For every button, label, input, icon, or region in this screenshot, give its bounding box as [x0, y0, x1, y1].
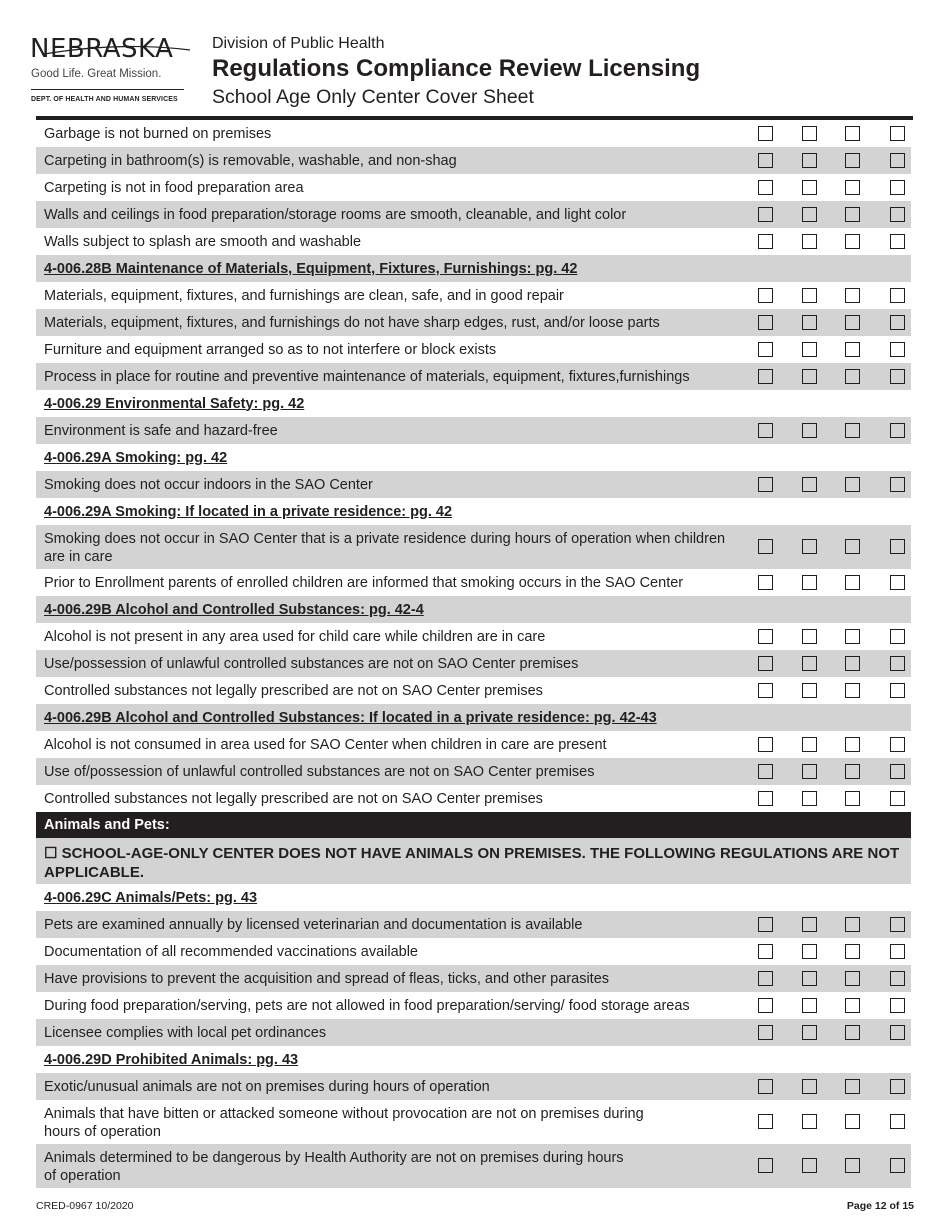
compliance-checkbox-4[interactable] — [890, 342, 905, 357]
compliance-checkbox-3[interactable] — [845, 1025, 860, 1040]
requirement-text: Garbage is not burned on premises — [44, 125, 272, 142]
requirement-text: Pets are examined annually by licensed veterinarian and documentation is available — [44, 916, 583, 933]
compliance-checkbox-1[interactable] — [758, 234, 773, 249]
requirement-text: Carpeting in bathroom(s) is removable, washable, and non-shag — [44, 152, 457, 169]
checklist-row — [36, 1019, 911, 1046]
section-heading: 4-006.29B Alcohol and Controlled Substances: If located in a private residence: pg. 42-43 — [44, 709, 657, 726]
requirement-text: Smoking does not occur in SAO Center that is a private residence during hours of operation when children are in care — [44, 530, 726, 565]
checklist-row — [36, 785, 911, 812]
section-heading-row — [36, 255, 911, 282]
category-heading: Animals and Pets: — [44, 817, 170, 833]
compliance-checkbox-3[interactable] — [845, 207, 860, 222]
section-heading-row — [36, 704, 911, 731]
section-heading: 4-006.28B Maintenance of Materials, Equipment, Fixtures, Furnishings: pg. 42 — [44, 260, 578, 277]
compliance-checkbox-2[interactable] — [802, 207, 817, 222]
compliance-checkbox-3[interactable] — [845, 539, 860, 554]
compliance-checkbox-2[interactable] — [802, 369, 817, 384]
section-heading: 4-006.29B Alcohol and Controlled Substances: pg. 42-4 — [44, 601, 424, 618]
compliance-checkbox-3[interactable] — [845, 998, 860, 1013]
compliance-checkbox-1[interactable] — [758, 315, 773, 330]
compliance-checkbox-group — [741, 471, 911, 498]
requirement-text: Alcohol is not consumed in area used for SAO Center when children in care are present — [44, 736, 607, 753]
checklist-row — [36, 417, 911, 444]
compliance-checkbox-1[interactable] — [758, 153, 773, 168]
requirement-text: Have provisions to prevent the acquisition and spread of fleas, ticks, and other parasites — [44, 970, 610, 987]
requirement-text: Alcohol is not present in any area used for child care while children are in care — [44, 628, 546, 645]
compliance-checkbox-2[interactable] — [802, 791, 817, 806]
logo-swoosh-icon — [42, 32, 192, 64]
compliance-checkbox-3[interactable] — [845, 288, 860, 303]
checklist-row — [36, 525, 911, 569]
division-name: Division of Public Health — [212, 35, 385, 52]
checklist-row — [36, 938, 911, 965]
section-heading: 4-006.29A Smoking: If located in a private residence: pg. 42 — [44, 503, 453, 520]
compliance-checkbox-group — [741, 758, 911, 785]
requirement-text: Materials, equipment, fixtures, and furnishings do not have sharp edges, rust, and/or loose parts — [44, 314, 660, 331]
compliance-checkbox-1[interactable] — [758, 944, 773, 959]
compliance-checkbox-1[interactable] — [758, 477, 773, 492]
compliance-checkbox-4[interactable] — [890, 477, 905, 492]
checklist-row — [36, 992, 911, 1019]
checklist-row — [36, 282, 911, 309]
compliance-checkbox-group — [741, 569, 911, 596]
not-applicable-notice-row — [36, 838, 911, 884]
compliance-checkbox-2[interactable] — [802, 180, 817, 195]
compliance-checkbox-3[interactable] — [845, 1079, 860, 1094]
compliance-checkbox-3[interactable] — [845, 234, 860, 249]
compliance-checkbox-3[interactable] — [845, 1158, 860, 1173]
page-number: Page 12 of 15 — [846, 1200, 914, 1212]
compliance-checkbox-3[interactable] — [845, 737, 860, 752]
compliance-checkbox-4[interactable] — [890, 1025, 905, 1040]
compliance-checkbox-4[interactable] — [890, 1114, 905, 1129]
compliance-checkbox-4[interactable] — [890, 1079, 905, 1094]
checklist-row — [36, 147, 911, 174]
compliance-checkbox-group — [741, 336, 911, 363]
checklist-row — [36, 471, 911, 498]
compliance-checkbox-group — [741, 228, 911, 255]
compliance-checkbox-3[interactable] — [845, 683, 860, 698]
compliance-checkbox-group — [741, 623, 911, 650]
compliance-checkbox-3[interactable] — [845, 917, 860, 932]
compliance-checkbox-1[interactable] — [758, 207, 773, 222]
compliance-checkbox-4[interactable] — [890, 539, 905, 554]
requirement-text: During food preparation/serving, pets are not allowed in food preparation/serving/ food storage areas — [44, 997, 690, 1014]
compliance-checkbox-1[interactable] — [758, 288, 773, 303]
checklist-row — [36, 1073, 911, 1100]
compliance-checkbox-1[interactable] — [758, 1114, 773, 1129]
section-heading: 4-006.29 Environmental Safety: pg. 42 — [44, 395, 305, 412]
compliance-checkbox-2[interactable] — [802, 737, 817, 752]
requirement-text: Documentation of all recommended vaccinations available — [44, 943, 418, 960]
section-heading-row — [36, 444, 911, 471]
compliance-checkbox-2[interactable] — [802, 288, 817, 303]
section-heading-row — [36, 498, 911, 525]
checklist-row — [36, 1144, 911, 1188]
requirement-text: Animals determined to be dangerous by Health Authority are not on premises during hours of operation — [44, 1149, 624, 1184]
compliance-checkbox-1[interactable] — [758, 629, 773, 644]
checklist-row — [36, 965, 911, 992]
compliance-checkbox-4[interactable] — [890, 791, 905, 806]
compliance-checkbox-group — [741, 309, 911, 336]
checklist-row — [36, 731, 911, 758]
compliance-checkbox-4[interactable] — [890, 764, 905, 779]
compliance-checkbox-2[interactable] — [802, 1158, 817, 1173]
compliance-checkbox-4[interactable] — [890, 423, 905, 438]
compliance-checkbox-2[interactable] — [802, 764, 817, 779]
compliance-checkbox-4[interactable] — [890, 656, 905, 671]
compliance-checkbox-1[interactable] — [758, 656, 773, 671]
section-heading-row — [36, 884, 911, 911]
compliance-checkbox-2[interactable] — [802, 1114, 817, 1129]
compliance-checkbox-group — [741, 677, 911, 704]
compliance-checkbox-3[interactable] — [845, 575, 860, 590]
compliance-checkbox-3[interactable] — [845, 656, 860, 671]
compliance-checkbox-group — [741, 731, 911, 758]
logo-tagline: Good Life. Great Mission. — [31, 68, 162, 80]
checklist-row — [36, 228, 911, 255]
requirement-text: Furniture and equipment arranged so as to not interfere or block exists — [44, 341, 497, 358]
requirement-text: Use of/possession of unlawful controlled substances are not on SAO Center premises — [44, 763, 595, 780]
compliance-checkbox-4[interactable] — [890, 683, 905, 698]
compliance-checkbox-3[interactable] — [845, 126, 860, 141]
compliance-checkbox-group — [741, 938, 911, 965]
section-heading-row — [36, 596, 911, 623]
requirement-text: Smoking does not occur indoors in the SAO Center — [44, 476, 373, 493]
compliance-checkbox-4[interactable] — [890, 737, 905, 752]
checklist-row — [36, 363, 911, 390]
compliance-checkbox-4[interactable] — [890, 1158, 905, 1173]
compliance-checkbox-2[interactable] — [802, 315, 817, 330]
compliance-checkbox-4[interactable] — [890, 153, 905, 168]
compliance-checkbox-2[interactable] — [802, 917, 817, 932]
compliance-checkbox-1[interactable] — [758, 1158, 773, 1173]
compliance-checkbox-3[interactable] — [845, 764, 860, 779]
compliance-checkbox-group — [741, 417, 911, 444]
compliance-checkbox-group — [741, 992, 911, 1019]
nebraska-dhhs-logo — [30, 30, 190, 110]
checklist-row — [36, 623, 911, 650]
compliance-checkbox-2[interactable] — [802, 539, 817, 554]
compliance-checkbox-1[interactable] — [758, 180, 773, 195]
logo-department: DEPT. OF HEALTH AND HUMAN SERVICES — [31, 96, 178, 103]
compliance-checkbox-3[interactable] — [845, 315, 860, 330]
compliance-checkbox-group — [741, 363, 911, 390]
compliance-checkbox-3[interactable] — [845, 944, 860, 959]
requirement-text: Controlled substances not legally prescribed are not on SAO Center premises — [44, 790, 543, 807]
compliance-checkbox-4[interactable] — [890, 629, 905, 644]
compliance-checkbox-group — [741, 147, 911, 174]
compliance-checkbox-2[interactable] — [802, 234, 817, 249]
page-header — [30, 30, 914, 116]
not-applicable-notice: ☐ SCHOOL-AGE-ONLY CENTER DOES NOT HAVE ANIMALS ON PREMISES. THE FOLLOWING REGULATIONS ARE NOT APPLICABLE. — [44, 845, 900, 881]
compliance-checkbox-1[interactable] — [758, 1025, 773, 1040]
compliance-checkbox-4[interactable] — [890, 234, 905, 249]
compliance-checklist-table — [36, 120, 911, 1188]
compliance-checkbox-1[interactable] — [758, 683, 773, 698]
compliance-checkbox-4[interactable] — [890, 971, 905, 986]
compliance-checkbox-3[interactable] — [845, 971, 860, 986]
section-heading: 4-006.29D Prohibited Animals: pg. 43 — [44, 1051, 299, 1068]
requirement-text: Use/possession of unlawful controlled substances are not on SAO Center premises — [44, 655, 579, 672]
compliance-checkbox-4[interactable] — [890, 288, 905, 303]
compliance-checkbox-group — [741, 965, 911, 992]
requirement-text: Animals that have bitten or attacked someone without provocation are not on premises during hours of operation — [44, 1105, 644, 1140]
compliance-checkbox-4[interactable] — [890, 575, 905, 590]
requirement-text: Walls subject to splash are smooth and washable — [44, 233, 362, 250]
compliance-checkbox-1[interactable] — [758, 423, 773, 438]
compliance-checkbox-3[interactable] — [845, 342, 860, 357]
requirement-text: Process in place for routine and preventive maintenance of materials, equipment, fixtures,furnishings — [44, 368, 690, 385]
compliance-checkbox-group — [741, 525, 911, 569]
compliance-checkbox-4[interactable] — [890, 998, 905, 1013]
requirement-text: Environment is safe and hazard-free — [44, 422, 278, 439]
compliance-checkbox-2[interactable] — [802, 423, 817, 438]
compliance-checkbox-4[interactable] — [890, 207, 905, 222]
compliance-checkbox-4[interactable] — [890, 126, 905, 141]
logo-divider — [31, 89, 184, 90]
logo-name: NEBRASKA — [30, 34, 174, 64]
compliance-checkbox-1[interactable] — [758, 971, 773, 986]
compliance-checkbox-group — [741, 1019, 911, 1046]
checklist-row — [36, 758, 911, 785]
compliance-checkbox-4[interactable] — [890, 917, 905, 932]
compliance-checkbox-2[interactable] — [802, 656, 817, 671]
compliance-checkbox-1[interactable] — [758, 791, 773, 806]
compliance-checkbox-3[interactable] — [845, 369, 860, 384]
compliance-checkbox-2[interactable] — [802, 971, 817, 986]
compliance-checkbox-1[interactable] — [758, 575, 773, 590]
compliance-checkbox-group — [741, 650, 911, 677]
requirement-text: Exotic/unusual animals are not on premises during hours of operation — [44, 1078, 490, 1095]
section-heading: 4-006.29A Smoking: pg. 42 — [44, 449, 228, 466]
compliance-checkbox-1[interactable] — [758, 126, 773, 141]
compliance-checkbox-2[interactable] — [802, 683, 817, 698]
compliance-checkbox-2[interactable] — [802, 944, 817, 959]
compliance-checkbox-1[interactable] — [758, 764, 773, 779]
compliance-checkbox-1[interactable] — [758, 917, 773, 932]
compliance-checkbox-group — [741, 201, 911, 228]
compliance-checkbox-2[interactable] — [802, 1025, 817, 1040]
compliance-checkbox-2[interactable] — [802, 1079, 817, 1094]
compliance-checkbox-1[interactable] — [758, 539, 773, 554]
compliance-checkbox-2[interactable] — [802, 998, 817, 1013]
form-id: CRED-0967 10/2020 — [36, 1200, 134, 1212]
compliance-checkbox-2[interactable] — [802, 342, 817, 357]
compliance-checkbox-group — [741, 120, 911, 147]
compliance-checkbox-2[interactable] — [802, 629, 817, 644]
compliance-checkbox-3[interactable] — [845, 153, 860, 168]
compliance-checkbox-3[interactable] — [845, 423, 860, 438]
requirement-text: Materials, equipment, fixtures, and furnishings are clean, safe, and in good repair — [44, 287, 564, 304]
compliance-checkbox-2[interactable] — [802, 126, 817, 141]
category-heading-row — [36, 812, 911, 838]
compliance-checkbox-group — [741, 174, 911, 201]
requirement-text: Carpeting is not in food preparation area — [44, 179, 304, 196]
requirement-text: Licensee complies with local pet ordinances — [44, 1024, 327, 1041]
requirement-text: Controlled substances not legally prescribed are not on SAO Center premises — [44, 682, 543, 699]
compliance-checkbox-1[interactable] — [758, 737, 773, 752]
compliance-checkbox-3[interactable] — [845, 791, 860, 806]
compliance-checkbox-1[interactable] — [758, 998, 773, 1013]
checklist-row — [36, 336, 911, 363]
checklist-row — [36, 677, 911, 704]
compliance-checkbox-group — [741, 1100, 911, 1144]
compliance-checkbox-group — [741, 1144, 911, 1188]
compliance-checkbox-4[interactable] — [890, 180, 905, 195]
requirement-text: Prior to Enrollment parents of enrolled children are informed that smoking occurs in the SAO Center — [44, 574, 684, 591]
compliance-checkbox-3[interactable] — [845, 1114, 860, 1129]
compliance-checkbox-group — [741, 282, 911, 309]
section-heading-row — [36, 390, 911, 417]
compliance-checkbox-3[interactable] — [845, 629, 860, 644]
page-title: Regulations Compliance Review Licensing — [212, 55, 701, 82]
checklist-row — [36, 309, 911, 336]
compliance-checkbox-3[interactable] — [845, 180, 860, 195]
checklist-row — [36, 120, 911, 147]
checklist-row — [36, 201, 911, 228]
compliance-checkbox-1[interactable] — [758, 369, 773, 384]
page-subtitle: School Age Only Center Cover Sheet — [212, 86, 534, 108]
compliance-checkbox-4[interactable] — [890, 369, 905, 384]
compliance-checkbox-3[interactable] — [845, 477, 860, 492]
requirement-text: Walls and ceilings in food preparation/storage rooms are smooth, cleanable, and light color — [44, 206, 627, 223]
checklist-row — [36, 650, 911, 677]
compliance-checkbox-1[interactable] — [758, 342, 773, 357]
checklist-row — [36, 911, 911, 938]
checklist-row — [36, 569, 911, 596]
compliance-checkbox-4[interactable] — [890, 315, 905, 330]
compliance-checkbox-1[interactable] — [758, 1079, 773, 1094]
checklist-row — [36, 174, 911, 201]
compliance-checkbox-2[interactable] — [802, 575, 817, 590]
compliance-checkbox-2[interactable] — [802, 477, 817, 492]
compliance-checkbox-4[interactable] — [890, 944, 905, 959]
checklist-row — [36, 1100, 911, 1144]
compliance-checkbox-group — [741, 1073, 911, 1100]
section-heading: 4-006.29C Animals/Pets: pg. 43 — [44, 889, 258, 906]
compliance-checkbox-group — [741, 785, 911, 812]
compliance-checkbox-group — [741, 911, 911, 938]
compliance-checkbox-2[interactable] — [802, 153, 817, 168]
section-heading-row — [36, 1046, 911, 1073]
